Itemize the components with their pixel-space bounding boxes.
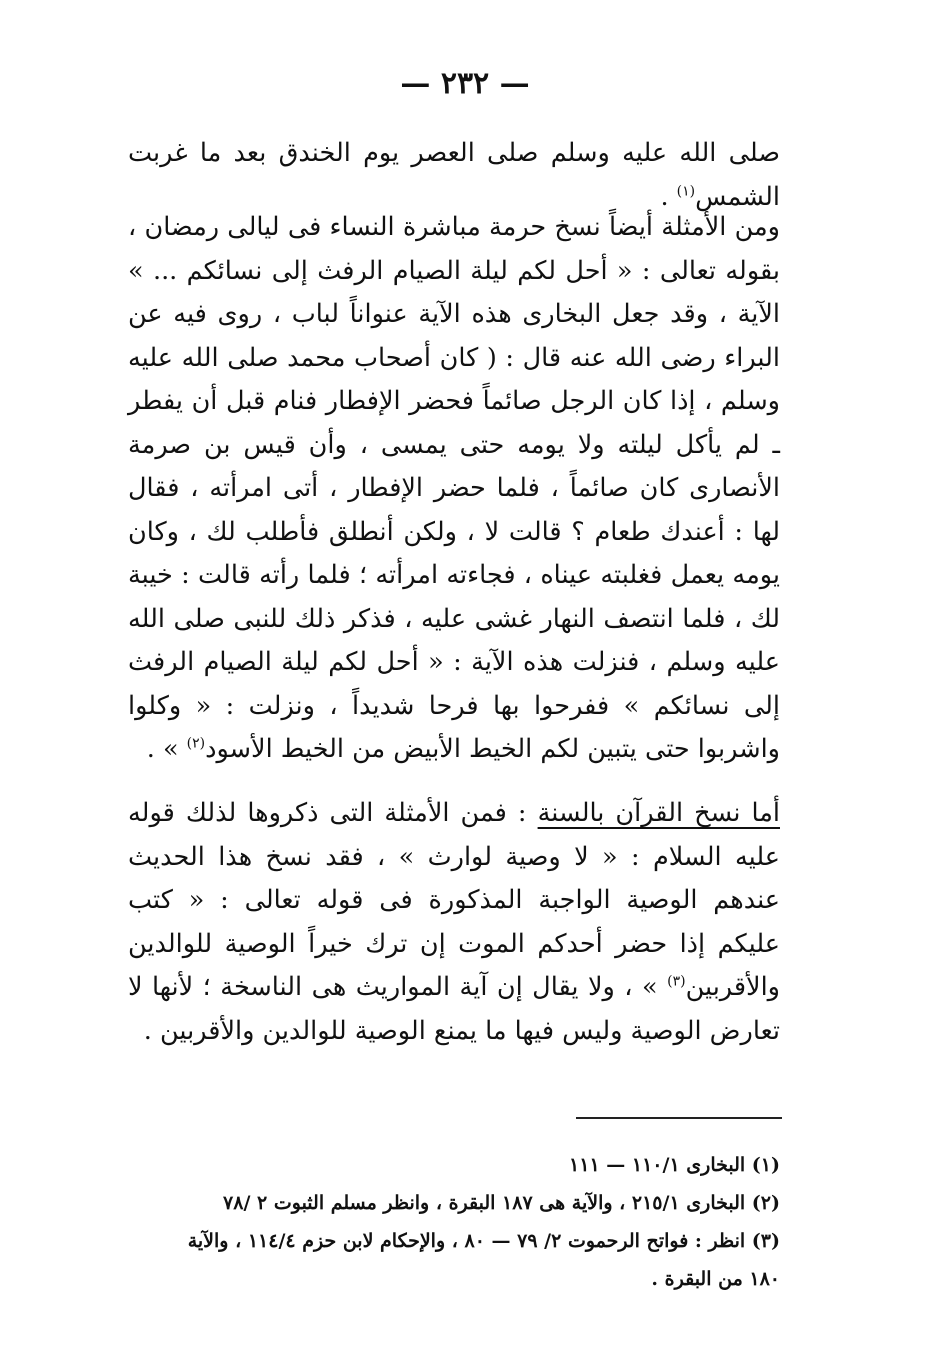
paragraph-3-text-b: » ، ولا يقال إن آية المواريث هى الناسخة ؛ لأنها لا تعارض الوصية وليس فيها ما يمنع الوصية للوالدين والأقربين . — [128, 972, 780, 1046]
footnote-divider — [576, 1117, 782, 1119]
footnote-ref-3: (٣) — [667, 973, 686, 990]
footnote-2: (٢) البخارى ٢١٥/١ ، والآية هى ١٨٧ البقرة ، وانظر مسلم الثبوت ٢ /٧٨ — [223, 1192, 780, 1214]
paragraph-3-text-a: : فمن الأمثلة التى ذكروها لذلك قوله عليه السلام : « لا وصية لوارث » ، فقد نسخ هذا الحديث عندهم الوصية الواجبة المذكورة فى قوله تعالى : « كتب عليكم إذا حضر أحدكم الموت إن ترك خيراً الوصية للوالدين والأقربين — [128, 798, 780, 1002]
page-number: — ٢٣٢ — — [400, 66, 530, 101]
footnote-3-continued: ١٨٠ من البقرة . — [651, 1268, 780, 1290]
paragraph-2-text: ومن الأمثلة أيضاً نسخ حرمة مباشرة النساء فى ليالى رمضان ، بقوله تعالى : « أحل لكم ليلة الصيام الرفث إلى نسائكم ... » الآية ، وقد جعل البخارى هذه الآية عنواناً لباب ، روى فيه عن البراء رضى الله عنه قال : ( كان أصحاب محمد صلى الله عليه وسلم ، إذا كان الرجل صائماً فحضر الإفطار فنام قبل أن يفطر ـ لم يأكل ليلته ولا يومه حتى يمسى ، وأن قيس بن صرمة الأنصارى كان صائماً ، فلما حضر الإفطار ، أتى امرأته ، فقال لها : أعندك طعام ؟ قالت لا ، ولكن أنطلق فأطلب لك ، وكان يومه يعمل فغلبته عيناه ، فجاءته امرأته ؛ فلما رأته قالت : خيبة لك ، فلما انتصف النهار غشى عليه ، فذكر ذلك للنبى صلى الله عليه وسلم ، فنزلت هذه الآية : « أحل لكم ليلة الصيام الرفث إلى نسائكم » ففرحوا بها فرحا شديداً ، ونزلت : « وكلوا واشربوا حتى يتبين لكم الخيط الأبيض من الخيط الأسود — [128, 212, 780, 764]
paragraph-2 — [128, 206, 780, 772]
footnote-1: (١) البخارى ١١٠/١ — ١١١ — [569, 1154, 780, 1176]
paragraph-3 — [128, 792, 780, 1053]
footnote-ref-1: (١) — [676, 183, 696, 199]
paragraph-1-text: صلى الله عليه وسلم صلى العصر يوم الخندق بعد ما غربت الشمس — [128, 138, 780, 212]
paragraph-1-end: . — [660, 181, 677, 212]
footnotes — [128, 1146, 780, 1298]
section-heading: أما نسخ القرآن بالسنة — [537, 798, 780, 828]
footnote-ref-2: (٢) — [186, 735, 206, 752]
footnote-3: (٣) انظر : فواتح الرحموت ٢/ ٧٩ — ٨٠ ، والإحكام لابن حزم ١١٤/٤ ، والآية — [187, 1230, 780, 1252]
paragraph-2-end: » . — [146, 734, 187, 764]
